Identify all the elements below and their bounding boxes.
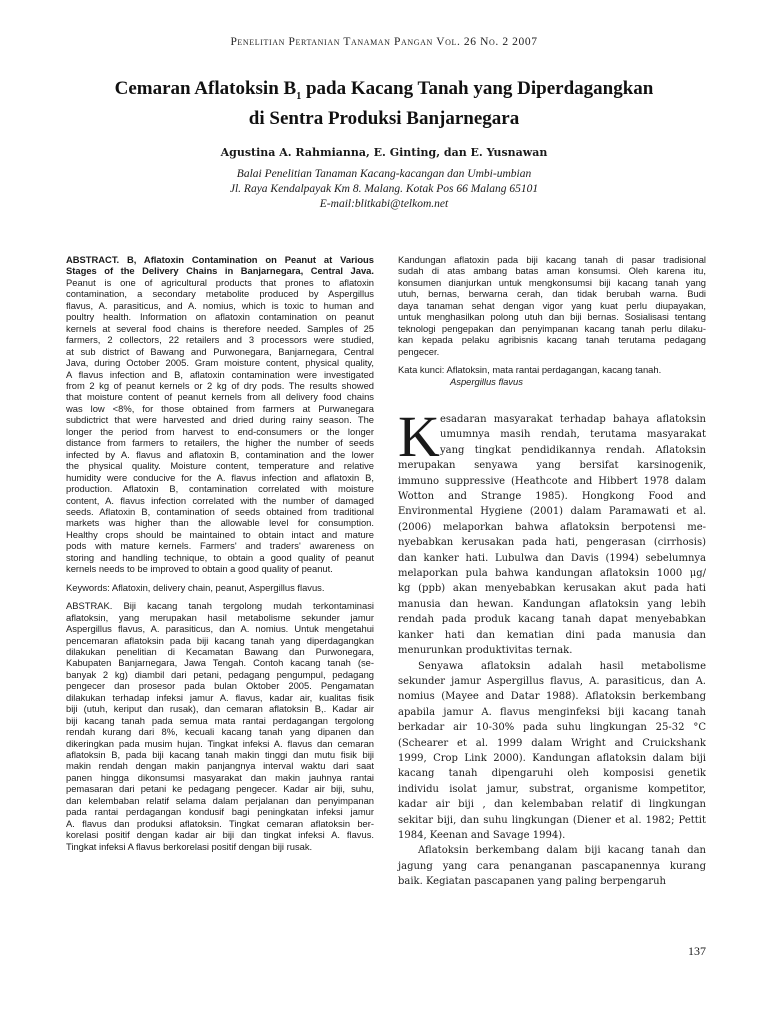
body-line: apabila jamur A. flavus menginfeksi biji kacang tanah: [398, 706, 706, 718]
abstrak-line: teknologi pengepakan dan penyimpanan kacang tanah perlu dilaku-: [398, 322, 706, 334]
abstract-line: from 2 kg of peanut kernels or 2 kg of dry pods. The results showed: [66, 379, 374, 391]
abstrak-line: sudah di atas ambang batas aman konsumsi. Oleh karena itu,: [398, 265, 706, 277]
abstract-line: flavus, A. parasiticus, and A. nomius, which is toxic to human and: [66, 299, 374, 311]
abstract-line: Stages of the Delivery Chains in Banjarnegara, Central Java.: [66, 265, 374, 277]
abstrak-line: banyak 2 kg) diambil dari petani, pedagang pengumpul, pedagang: [66, 668, 374, 680]
abstrak-line: aflatoksin, yang merupakan hasil metabolisme sekunder jamur: [66, 611, 374, 623]
abstrak-line: untuk menghasilkan polong utuh dan biji bernas. Sosialisasi tentang: [398, 311, 706, 323]
body-text: [398, 404, 706, 890]
body-line: kacang tanah dipengaruhi oleh komposisi genetik: [398, 768, 706, 780]
title-line-1: Cemaran Aflatoksin $B_1$ pada Kacang Tanah yang Diperdagangkan: [114, 78, 654, 102]
abstract-line: that moisture content of peanut kernels from all delivery food chains: [66, 391, 374, 403]
abstract-line: content, A. flavus infection correlated with the number of damaged: [66, 494, 374, 506]
abstrak-line: kan kepada pelaku agribisnis kacang tanah terutama pedagang: [398, 334, 706, 346]
abstrak-line: Kabupaten Banjarnegara, Jawa Tengah. Contoh kacang tanah (se-: [66, 657, 374, 669]
abstract-line: was low <8%, for those obtained from farmers at Purwanegara: [66, 402, 374, 414]
abstract-line: pods with mature kernels. Farmers' and traders' awareness on: [66, 540, 374, 552]
abstrak-line: Aspergillus flavus, A. parasiticus, dan A. nomius. Untuk mengetahui: [66, 623, 374, 635]
abstrak-line: Kandungan aflatoxin pada biji kacang tanah di pasar tradisional: [398, 254, 706, 265]
abstrak-line: pemasaran dari petani ke pedagang pengecer. Kadar air biji, suhu,: [66, 783, 374, 795]
affiliation: [0, 167, 768, 212]
body-line: nomius (Mayee and Datar 1988). Aflatoksin berkembang: [398, 691, 706, 703]
abstract-line: poultry health. Information on aflatoxin contamination on peanut: [66, 311, 374, 323]
body-line: individu isolat jamur, substrat, organisme kompetitor,: [398, 783, 706, 795]
body-lines: [398, 404, 706, 890]
body-line: immuno suppressive (Heathcote and Hibbert 1978 dalam: [398, 475, 706, 487]
abstrak-line: aflatoksin B, pada biji kacang tanah makin tinggi dan mutu fisik biji: [66, 749, 374, 761]
body-line: kanker hati dan kematian dini pada manusia dan: [398, 629, 706, 641]
body-line: 1984, Keenan and Savage 1994).: [398, 829, 566, 841]
abstract-line: humidity were conducive for the A. flavus infection and aflatoxin B,: [66, 471, 374, 483]
abstract-line: kernels needs to be improved to obtain a good quality of peanut.: [66, 563, 333, 575]
abstrak-line: ABSTRAK. Biji kacang tanah tergolong mudah terkontaminasi: [66, 600, 374, 612]
body-line: yang tingkat pendidikannya rendah. Aflatoksin: [440, 444, 706, 456]
body-line: nyebabkan kerusakan pada hati, pengerasan (cirrhosis): [398, 537, 706, 549]
body-line: Senyawa aflatoksin adalah hasil metabolisme: [418, 660, 706, 672]
abstract-line: farmers, 2 collectors, 22 retailers and 3 processors were studied,: [66, 334, 374, 346]
abstrak-indonesia: [66, 600, 374, 852]
body-line: Wotton and Strange 1985). Hongkong Food and: [398, 491, 706, 503]
abstract-line: Healthy crops should be maintained to obtain intact and mature: [66, 528, 374, 540]
abstract-line: kernels at several food chains is therefore needed. Samples of 25: [66, 322, 374, 334]
affiliation-email: E-mail:blitkabi@telkom.net: [319, 198, 449, 210]
article-title: [60, 78, 708, 130]
abstrak-line: biji kacang tanah pada semua mata rantai perdagangan tergolong: [66, 714, 374, 726]
body-line: sekitar biji, dan suhu lingkungan (Diener et al. 1982; Pettit: [398, 814, 706, 826]
abstract-line: ABSTRACT. B, Aflatoxin Contamination on Peanut at Various: [66, 254, 374, 265]
abstract-line: longer the period from harvest to end-consumers or the longer: [66, 425, 374, 437]
abstrak-line: makin rendah dengan makin panjangnya interval waktu dari saat: [66, 760, 374, 772]
abstract-line: distance from farmers to retailers, the higher the number of seeds: [66, 437, 374, 449]
body-line: kg (ppb) akan menyebabkan kerusakan akut pada hati: [398, 583, 706, 595]
abstrak-line: utuh, bernas, berwarna cerah, dan tidak berubah warna. Budi: [398, 288, 706, 300]
kata-kunci-line: Kata kunci: Aflatoksin, mata rantai perdagangan, kacang tanah.: [398, 364, 662, 376]
abstract-line: production. Aflatoxin B, contamination correlated with moisture: [66, 483, 374, 495]
abstrak-continuation: [398, 254, 706, 357]
abstrak-line: rendah kurang dari 8%, kecuali kacang tanah yang dipanen dan: [66, 726, 374, 738]
abstract-line: A flavus infection and B, aflatoxin contamination were investigated: [66, 368, 374, 380]
body-line: merupakan senyawa yang bersifat karsinogenik,: [398, 460, 706, 472]
abstrak-line: pencemaran aflatoksin pada biji kacang tanah yang diperdagangkan: [66, 634, 374, 646]
abstrak-line: korelasi positif dengan kadar air biji dan tingkat infeksi A. flavus.: [66, 829, 374, 841]
abstrak-line: daya tanaman sehat dengan vigor yang kuat perlu diupayakan,: [398, 299, 706, 311]
body-line: umumnya masih rendah, terutama masyarakat: [440, 429, 706, 441]
abstract-line: contamination, a secondary metabolite produced by Aspergillus: [66, 288, 374, 300]
body-line: dan kanker hati. Lubulwa dan Davis (1994) sebelumnya: [398, 552, 706, 564]
keywords: Keywords: Aflatoxin, delivery chain, peanut, Aspergillus flavus.: [66, 581, 325, 593]
abstrak-line: pengecer.: [398, 345, 440, 357]
abstract-line: storing and handling technique, to obtain a good quality of peanut: [66, 551, 374, 563]
body-line: esadaran masyarakat terhadap bahaya aflatoksin: [440, 414, 706, 425]
abstrak-line: panen hingga dikonsumsi masyarakat dan makin jauhnya rantai: [66, 771, 374, 783]
body-line: Aflatoksin berkembang dalam biji kacang tanah dan: [418, 845, 706, 857]
abstrak-line: A. flavus dan produksi aflatoksin. Tingkat cemaran aflatoksin ber-: [66, 817, 374, 829]
body-line: (Schearer et al. 1999 dalam Wright and Cruickshank: [398, 737, 706, 749]
abstract-line: at sub district of Bawang and Purwonegara, Banjarnegara, Central: [66, 345, 374, 357]
body-line: Environmental Hygiene (2001) dalam Paramawati et al.: [398, 506, 706, 518]
abstract-line: Java, during October 2005. Gram moisture content, physical quality,: [66, 357, 374, 369]
drop-cap: K: [398, 404, 440, 469]
body-line: jagung yang cara penanganan pascapanennya kurang: [398, 860, 706, 872]
left-column: [66, 254, 374, 859]
abstrak-line: biji (utuh, keriput dan rusak), dan cemaran aflatoksin B,. Kadar air: [66, 703, 374, 715]
affiliation-line: Balai Penelitian Tanaman Kacang-kacangan dan Umbi-umbian: [236, 168, 532, 180]
affiliation-line: Jl. Raya Kendalpayak Km 8. Malang. Kotak Pos 66 Malang 65101: [229, 183, 539, 195]
abstract-line: markets was higher than the allowable level for consumption.: [66, 517, 374, 529]
abstract-line: subdictrict that were harvested and dried during rainy season. The: [66, 414, 374, 426]
abstract-line: seeds. Aflatoxin B, contamination of seeds obtained from traditional: [66, 505, 374, 517]
running-head: Penelitian Pertanian Tanaman Pangan Vol. 26 No. 2 2007: [230, 36, 538, 48]
abstrak-line: pengecer dan prosesor pada bulan Oktober 2005. Pengamatan: [66, 680, 374, 692]
body-line: (2006) melaporkan bahwa aflatoksin berpotensi me-: [398, 521, 706, 533]
body-line: menurunkan produktivitas ternak.: [398, 645, 573, 657]
abstract-line: Peanut is one of agricultural products that prones to aflatoxin: [66, 276, 374, 288]
abstrak-line: dan kelembaban relatif selama dalam perjalanan dan penyimpanan: [66, 794, 374, 806]
abstract-line: infected by A. flavus and aflatoxin B, contamination and the lower: [66, 448, 374, 460]
body-line: rendah pada produk kacang tanah dapat menyebabkan: [398, 614, 706, 626]
author-list: Agustina A. Rahmianna, E. Ginting, dan E. Yusnawan: [220, 146, 548, 159]
kata-kunci-line-2: Aspergillus flavus: [450, 375, 523, 387]
abstrak-line: dikeringkan pada musim hujan. Tingkat infeksi A. flavus dan cemaran: [66, 737, 374, 749]
abstrak-line: dilakukan penelitian di Kecamatan Bawang dan Purwonegara,: [66, 645, 374, 657]
abstract-line: the physical quality. Moisture content, temperature and relative: [66, 460, 374, 472]
abstrak-line: Tingkat infeksi A flavus berkorelasi positif dengan biji rusak.: [66, 840, 313, 852]
abstrak-line: konsumen dianjurkan untuk mengkonsumsi biji kacang tanah yang: [398, 276, 706, 288]
right-column-abstract: [398, 254, 706, 387]
body-line: melaporkan pula bahwa kandungan aflatoksin 1000 μg/: [398, 568, 706, 580]
body-line: 1999, Crop Link 2000). Kandungan aflatoksin dalam biji: [398, 752, 706, 764]
abstrak-line: dilakukan terhadap infeksi jamur A. flavus, kadar air, kualitas fisik: [66, 691, 374, 703]
body-line: kadar air biji , dan kelembaban relatif di lingkungan: [398, 799, 706, 811]
body-line: berkadar air 10-30% pada suhu lingkungan 25-32 °C: [398, 722, 706, 734]
abstrak-line: pada rantai perdagangan kondusif bagi peningkatan infeksi jamur: [66, 806, 374, 818]
page-number: 137: [688, 944, 706, 958]
title-line-2: di Sentra Produksi Banjarnegara: [248, 107, 520, 129]
abstract-english: [66, 254, 374, 575]
body-line: sekunder jamur Aspergillus flavus, A. parasiticus, dan A.: [398, 675, 706, 687]
body-line: manusia dan hewan. Kandungan aflatoksin yang lebih: [398, 598, 706, 610]
body-line: baik. Kegiatan pascapanen yang paling berpengaruh: [398, 876, 666, 888]
kata-kunci: [398, 364, 706, 387]
